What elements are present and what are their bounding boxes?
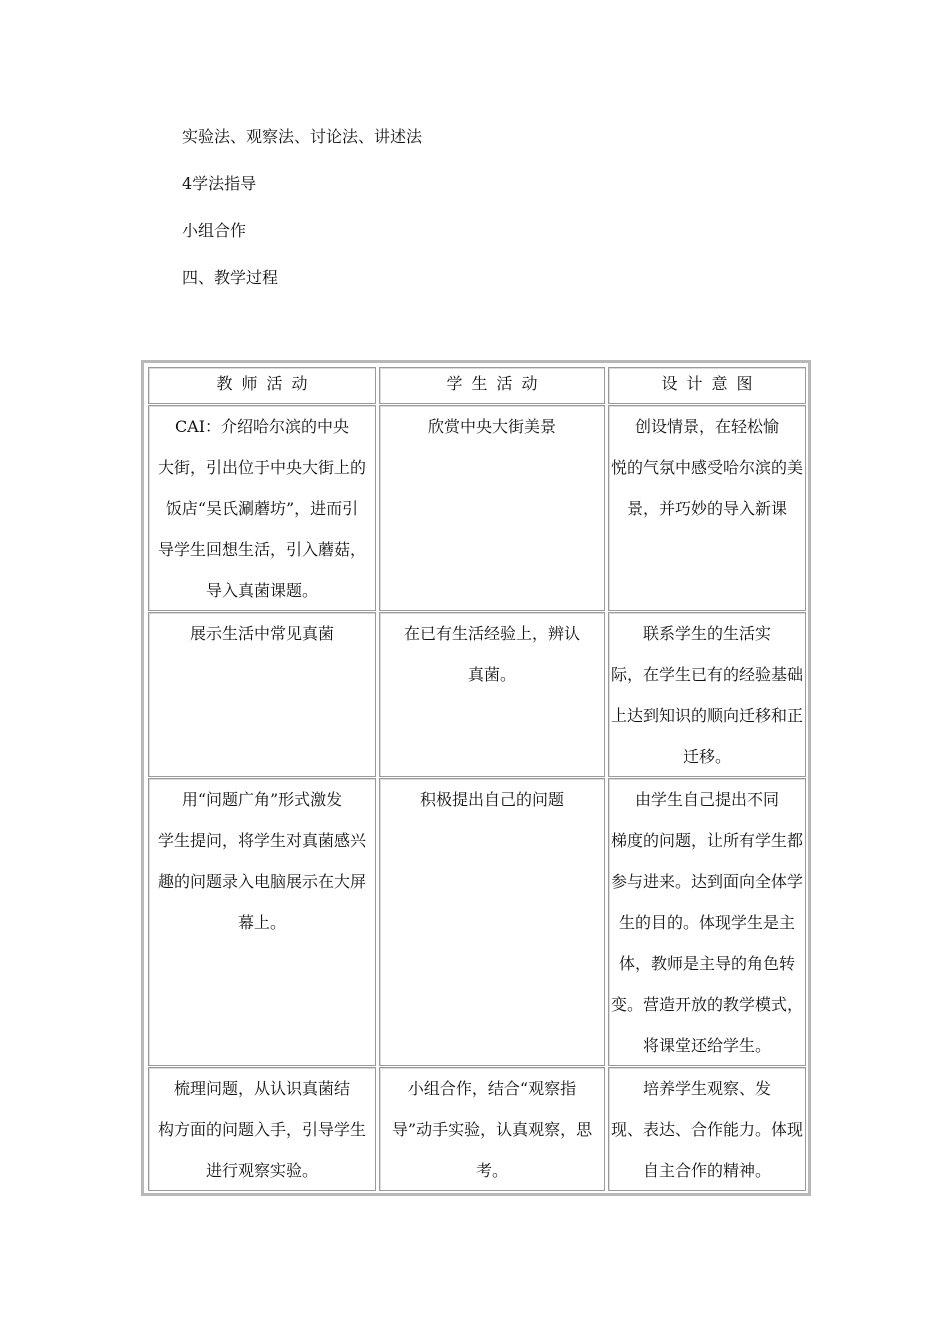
row4-teacher-cell (148, 1067, 376, 1191)
cell-line: 构方面的问题入手，引导学生 (157, 1120, 366, 1139)
cell-line: 欣赏中央大街美景 (427, 417, 556, 436)
cell-line: 培养学生观察、发 (642, 1079, 771, 1098)
cell-line: 导学生回想生活，引入蘑菇， (157, 540, 366, 559)
cell-line: 梯度的问题，让所有学生都 (610, 831, 803, 850)
teaching-process-heading: 四、教学过程 (182, 268, 279, 287)
cell-line: 梳理问题，从认识真菌结 (173, 1079, 350, 1098)
cell-line: 迁移。 (682, 747, 731, 766)
cell-line: 展示生活中常见真菌 (189, 624, 334, 643)
cell-line: 创设情景，在轻松愉 (634, 417, 779, 436)
cell-line: 用“问题广角”形式激发 (181, 790, 343, 809)
cell-line: 趣的问题录入电脑展示在大屏 (157, 872, 366, 891)
cell-line: 幕上。 (237, 913, 286, 932)
cell-line: 变。营造开放的教学模式， (610, 995, 803, 1014)
header-student-activity: 学生活动 (379, 367, 605, 404)
row1-intent-cell (608, 405, 806, 611)
cell-line: 由学生自己提出不同 (634, 790, 779, 809)
cell-line: 将课堂还给学生。 (642, 1036, 771, 1055)
teaching-process-table (141, 360, 811, 1196)
group-work-text: 小组合作 (182, 221, 247, 240)
row3-student-cell (379, 778, 605, 1066)
teaching-methods-text: 实验法、观察法、讨论法、讲述法 (182, 127, 423, 146)
cell-line: 积极提出自己的问题 (419, 790, 564, 809)
cell-line: 上达到知识的顺向迁移和正 (610, 706, 803, 725)
row2-intent-cell (608, 612, 806, 777)
cell-line: 进行观察实验。 (205, 1161, 318, 1180)
row4-intent-cell (608, 1067, 806, 1191)
cell-line: 大街，引出位于中央大街上的 (157, 458, 366, 477)
cell-line: 小组合作，结合“观察指 (407, 1079, 577, 1098)
row2-teacher-cell (148, 612, 376, 777)
cell-line: 景，并巧妙的导入新课 (626, 499, 787, 518)
cell-line: 在已有生活经验上，辨认 (403, 624, 580, 643)
row1-teacher-cell (148, 405, 376, 611)
header-design-intent: 设计意图 (608, 367, 806, 404)
row2-student-cell (379, 612, 605, 777)
study-guide-heading: 4学法指导 (182, 174, 257, 193)
cell-line: 学生提问，将学生对真菌感兴 (157, 831, 366, 850)
cell-line: 参与进来。达到面向全体学 (610, 872, 803, 891)
cell-line: 饭店“吴氏涮蘑坊”，进而引 (165, 499, 359, 518)
row3-teacher-cell (148, 778, 376, 1066)
cell-line: 联系学生的生活实 (642, 624, 771, 643)
cell-line: 导入真菌课题。 (205, 581, 318, 600)
row4-student-cell (379, 1067, 605, 1191)
cell-line: 真菌。 (467, 665, 516, 684)
cell-line: 考。 (475, 1161, 508, 1180)
row3-intent-cell (608, 778, 806, 1066)
cell-line: 自主合作的精神。 (642, 1161, 771, 1180)
cell-line: 生的目的。体现学生是主 (618, 913, 795, 932)
header-teacher-activity: 教师活动 (148, 367, 376, 404)
cell-line: 体，教师是主导的角色转 (618, 954, 795, 973)
cell-line: 悦的气氛中感受哈尔滨的美 (610, 458, 803, 477)
cell-line: CAI：介绍哈尔滨的中央 (174, 417, 350, 436)
cell-line: 现、表达、合作能力。体现 (610, 1120, 803, 1139)
row1-student-cell (379, 405, 605, 611)
cell-line: 际，在学生已有的经验基础 (610, 665, 803, 684)
cell-line: 导”动手实验，认真观察，思 (391, 1120, 593, 1139)
